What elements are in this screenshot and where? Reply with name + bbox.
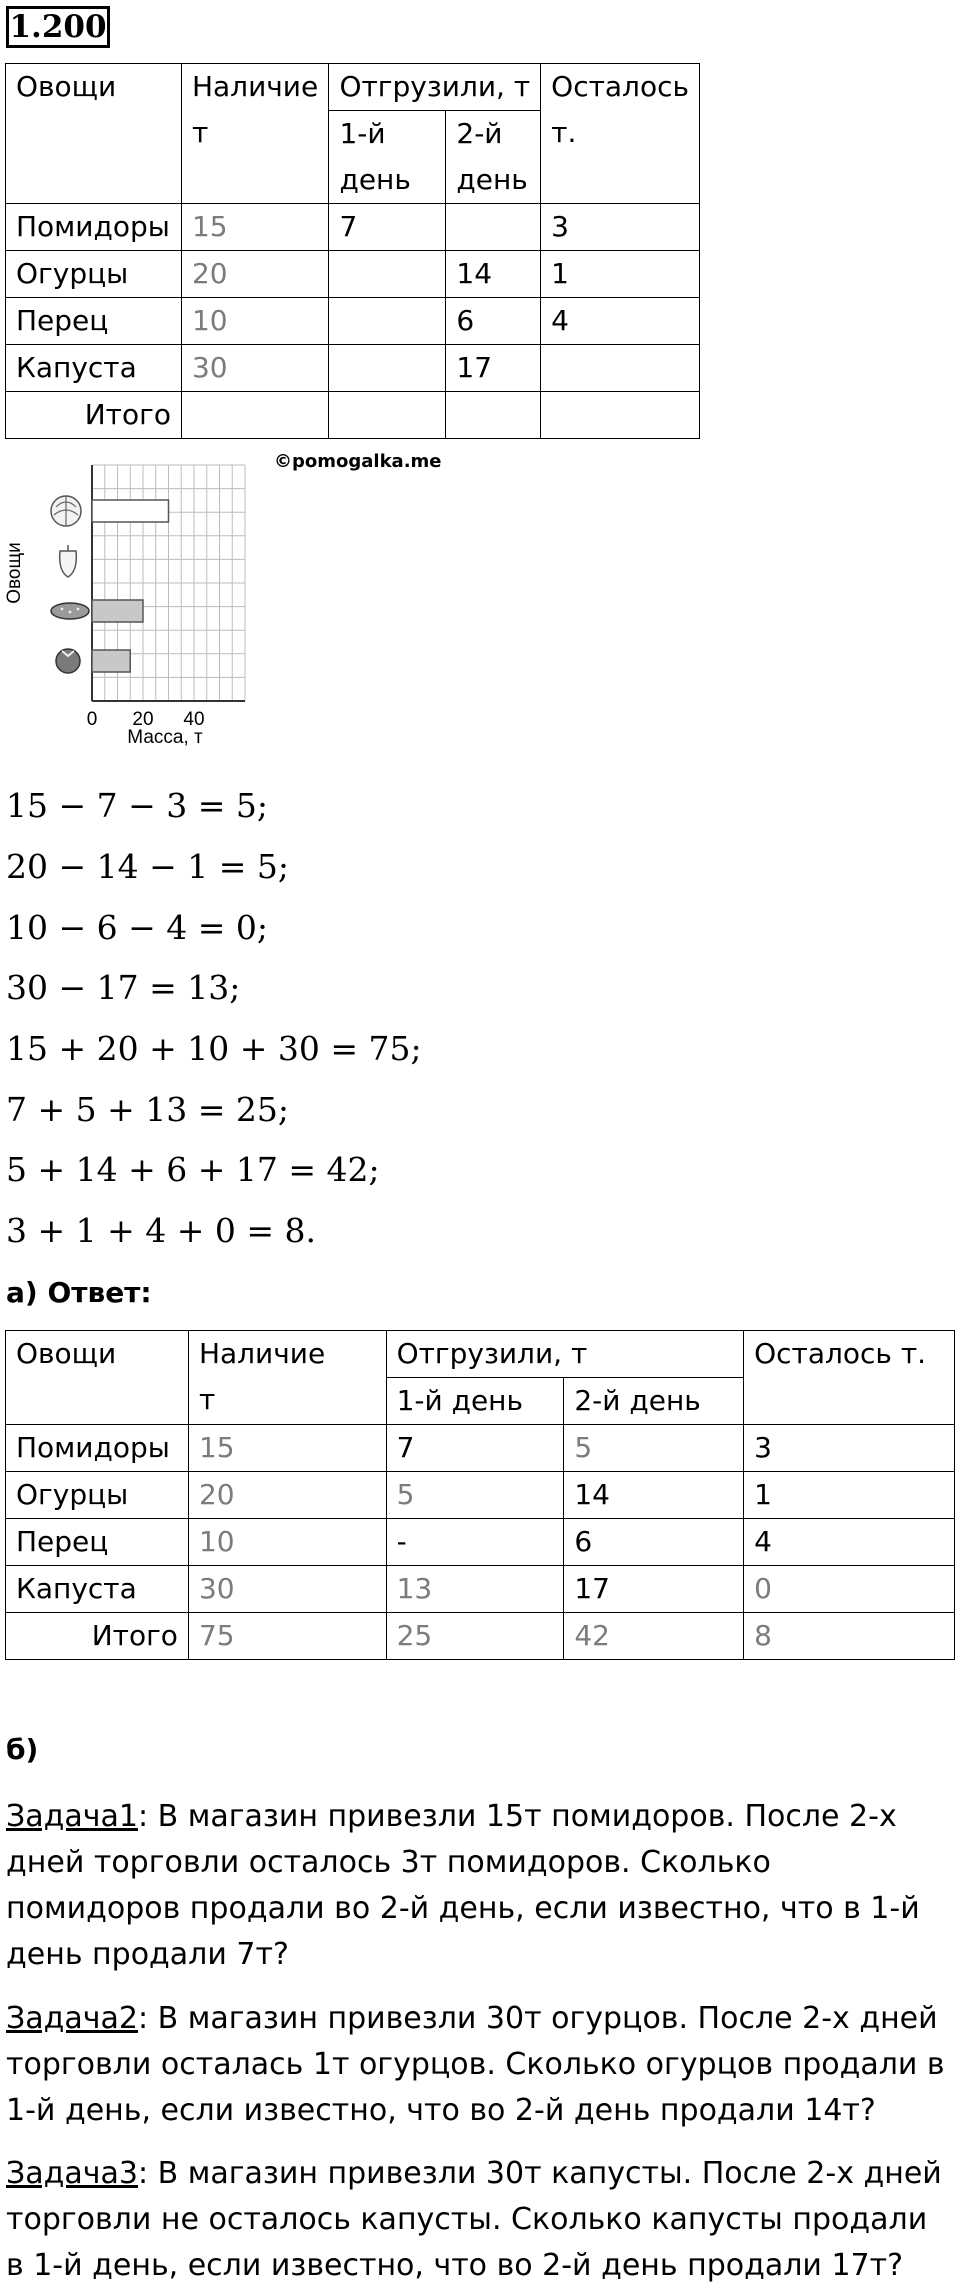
cabbage-icon <box>51 496 81 526</box>
cell-available: 20 <box>188 1472 386 1519</box>
cell-available: 15 <box>188 1425 386 1472</box>
cell-day2 <box>446 204 541 251</box>
equation: 5 + 14 + 6 + 17 = 42; <box>6 1150 380 1189</box>
cell-remaining: 1 <box>541 251 700 298</box>
equation: 20 − 14 − 1 = 5; <box>6 847 289 886</box>
cell-total-label: Итого <box>6 392 182 439</box>
cell-total-day2: 42 <box>564 1613 744 1660</box>
header-day1: 1-й день <box>329 111 446 204</box>
cell-name: Огурцы <box>6 1472 189 1519</box>
cell-day2: 17 <box>446 345 541 392</box>
task-text: : В магазин привезли 30т капусты. После 2-х дней торговли не осталось капусты. Сколько капусты продали в 1-й день, если известно, что во 2-й день продали 17т? <box>6 2156 942 2283</box>
cell-day2: 17 <box>564 1566 744 1613</box>
cell-day1: 5 <box>386 1472 564 1519</box>
cell-day1: 7 <box>329 204 446 251</box>
bar-cabbage <box>92 500 169 522</box>
cell-day2: 5 <box>564 1425 744 1472</box>
cell-remaining: 0 <box>744 1566 955 1613</box>
cell-remaining: 3 <box>744 1425 955 1472</box>
x-tick-label: 0 <box>86 709 98 730</box>
bar-tomato <box>92 650 130 672</box>
header-vegetables: Овощи <box>6 64 182 204</box>
cell-available: 20 <box>181 251 329 298</box>
cell-remaining <box>541 345 700 392</box>
cell-day1 <box>329 345 446 392</box>
equation: 7 + 5 + 13 = 25; <box>6 1090 289 1129</box>
header-remaining: Осталось т. <box>744 1331 955 1425</box>
header-available: Наличие т <box>188 1331 386 1425</box>
y-axis-label: Овощи <box>4 542 25 604</box>
task-text: : В магазин привезли 15т помидоров. После 2-х дней торговли осталось 3т помидоров. Сколько помидоров продали во 2-й день, если известно, что в 1-й день продали 7т? <box>6 1799 920 1972</box>
cell-name: Перец <box>6 1519 189 1566</box>
answer-heading: а) Ответ: <box>6 1276 152 1309</box>
problem-number: 1.200 <box>6 6 110 48</box>
tomato-icon <box>56 649 80 673</box>
table-row-total <box>6 392 700 439</box>
cell-total-available: 75 <box>188 1613 386 1660</box>
cell-name: Капуста <box>6 1566 189 1613</box>
table-row-total <box>6 1613 955 1660</box>
table-row <box>6 251 700 298</box>
cell-name: Помидоры <box>6 1425 189 1472</box>
task-1 <box>6 1794 951 1978</box>
cell-day1: - <box>386 1519 564 1566</box>
cell-remaining: 4 <box>541 298 700 345</box>
table-row <box>6 298 700 345</box>
bar-cucumber <box>92 600 143 622</box>
header-shipped: Отгрузили, т <box>386 1331 744 1378</box>
table-row <box>6 1519 955 1566</box>
cell-remaining: 1 <box>744 1472 955 1519</box>
answer-table <box>5 1330 955 1660</box>
cell-available: 30 <box>188 1566 386 1613</box>
cucumber-icon <box>51 603 89 619</box>
task-title: Задача2 <box>6 2001 138 2036</box>
table-row <box>6 1425 955 1472</box>
header-shipped: Отгрузили, т <box>329 64 541 111</box>
cell-day1: 7 <box>386 1425 564 1472</box>
cell-total <box>446 392 541 439</box>
cell-total-remaining: 8 <box>744 1613 955 1660</box>
equation: 30 − 17 = 13; <box>6 968 241 1007</box>
cell-day2: 6 <box>564 1519 744 1566</box>
cell-total <box>181 392 329 439</box>
copyright: ©pomogalka.me <box>274 451 442 472</box>
equation: 15 + 20 + 10 + 30 = 75; <box>6 1029 422 1068</box>
x-tick-label: 40 <box>183 709 205 730</box>
task-text: : В магазин привезли 30т огурцов. После 2-х дней торговли осталась 1т огурцов. Сколько огурцов продали в 1-й день, если известно, что во 2-й день продали 14т? <box>6 2001 945 2128</box>
header-day2: 2-й день <box>446 111 541 204</box>
cell-day2: 14 <box>446 251 541 298</box>
cell-total-day1: 25 <box>386 1613 564 1660</box>
cell-total-label: Итого <box>6 1613 189 1660</box>
cell-total <box>541 392 700 439</box>
table-row <box>6 1566 955 1613</box>
cell-available: 15 <box>181 204 329 251</box>
equation: 3 + 1 + 4 + 0 = 8. <box>6 1211 316 1250</box>
chart-icons <box>51 496 89 673</box>
cell-remaining: 3 <box>541 204 700 251</box>
table-row <box>6 1472 955 1519</box>
task-title: Задача3 <box>6 2156 138 2191</box>
cell-total <box>329 392 446 439</box>
x-axis-label: Масса, т <box>127 727 203 748</box>
header-day1: 1-й день <box>386 1378 564 1425</box>
header-remaining: Осталось т. <box>541 64 700 204</box>
equation: 15 − 7 − 3 = 5; <box>6 786 268 825</box>
task-title: Задача1 <box>6 1799 138 1834</box>
header-day2: 2-й день <box>564 1378 744 1425</box>
task-3 <box>6 2151 951 2289</box>
part-b-heading: б) <box>6 1733 39 1766</box>
cell-name: Огурцы <box>6 251 182 298</box>
header-vegetables: Овощи <box>6 1331 189 1425</box>
cell-day1: 13 <box>386 1566 564 1613</box>
pepper-icon <box>60 545 77 577</box>
cell-day2: 6 <box>446 298 541 345</box>
cell-name: Помидоры <box>6 204 182 251</box>
table-row <box>6 345 700 392</box>
bar-chart <box>0 455 260 755</box>
header-available: Наличие т <box>181 64 329 204</box>
cell-day1 <box>329 251 446 298</box>
x-tick-label: 20 <box>132 709 154 730</box>
equation: 10 − 6 − 4 = 0; <box>6 908 268 947</box>
cell-day1 <box>329 298 446 345</box>
cell-available: 10 <box>181 298 329 345</box>
cell-name: Капуста <box>6 345 182 392</box>
table-row <box>6 204 700 251</box>
cell-name: Перец <box>6 298 182 345</box>
task-2 <box>6 1996 951 2134</box>
cell-available: 10 <box>188 1519 386 1566</box>
cell-day2: 14 <box>564 1472 744 1519</box>
data-table <box>5 63 700 439</box>
cell-available: 30 <box>181 345 329 392</box>
cell-remaining: 4 <box>744 1519 955 1566</box>
